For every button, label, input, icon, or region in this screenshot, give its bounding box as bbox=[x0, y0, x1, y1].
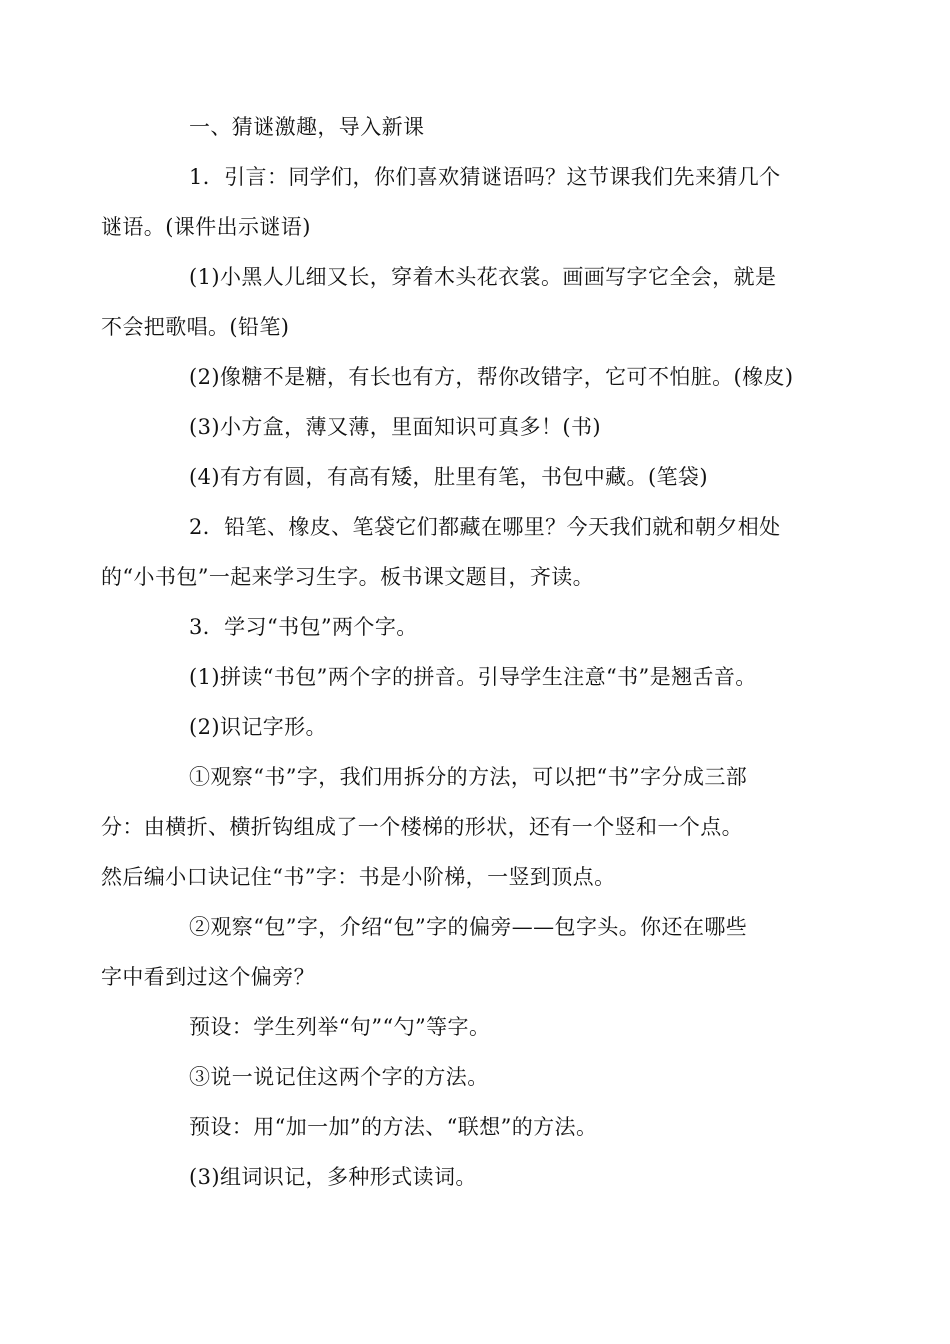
text-line: 预设：学生列举“句”“勺”等字。 bbox=[189, 1015, 491, 1039]
substep-1 bbox=[101, 752, 825, 902]
text-line: 分：由横折、横折钩组成了一个楼梯的形状，还有一个竖和一个点。 bbox=[101, 815, 743, 839]
text-line: 3．学习“书包”两个字。 bbox=[189, 615, 418, 639]
text-line: (2)识记字形。 bbox=[189, 715, 327, 739]
section-heading bbox=[145, 102, 825, 152]
step-2 bbox=[145, 702, 825, 752]
text-line: ①观察“书”字，我们用拆分的方法，可以把“书”字分成三部 bbox=[189, 765, 748, 789]
text-line: (2)像糖不是糖，有长也有方，帮你改错字，它可不怕脏。(橡皮) bbox=[189, 365, 794, 389]
text-line: 的“小书包”一起来学习生字。板书课文题目，齐读。 bbox=[101, 565, 595, 589]
text-line: 不会把歌唱。(铅笔) bbox=[101, 315, 290, 339]
text-line: 谜语。(课件出示谜语) bbox=[101, 215, 311, 239]
text-line: 一、猜谜激趣，导入新课 bbox=[189, 115, 425, 139]
step-3 bbox=[145, 1152, 825, 1202]
text-line: ③说一说记住这两个字的方法。 bbox=[189, 1065, 489, 1089]
paragraph-2 bbox=[101, 502, 825, 602]
text-line: 预设：用“加一加”的方法、“联想”的方法。 bbox=[189, 1115, 598, 1139]
text-line: 1．引言：同学们，你们喜欢猜谜语吗？这节课我们先来猜几个 bbox=[189, 165, 781, 189]
text-line: (3)组词识记，多种形式读词。 bbox=[189, 1165, 477, 1189]
riddle-1 bbox=[101, 252, 825, 352]
preset-2 bbox=[145, 1102, 825, 1152]
riddle-2 bbox=[145, 352, 825, 402]
text-line: 然后编小口诀记住“书”字：书是小阶梯，一竖到顶点。 bbox=[101, 865, 616, 889]
text-line: 字中看到过这个偏旁？ bbox=[101, 965, 315, 989]
text-line: 2．铅笔、橡皮、笔袋它们都藏在哪里？今天我们就和朝夕相处 bbox=[189, 515, 781, 539]
lesson-text bbox=[101, 102, 825, 1202]
text-line: (4)有方有圆，有高有矮，肚里有笔，书包中藏。(笔袋) bbox=[189, 465, 708, 489]
riddle-3 bbox=[145, 402, 825, 452]
paragraph-3 bbox=[145, 602, 825, 652]
substep-2 bbox=[101, 902, 825, 1002]
text-line: (1)小黑人儿细又长，穿着木头花衣裳。画画写字它全会，就是 bbox=[189, 265, 777, 289]
text-line: ②观察“包”字，介绍“包”字的偏旁——包字头。你还在哪些 bbox=[189, 915, 748, 939]
text-line: (3)小方盒，薄又薄，里面知识可真多！(书) bbox=[189, 415, 601, 439]
paragraph-intro bbox=[101, 152, 825, 252]
text-line: (1)拼读“书包”两个字的拼音。引导学生注意“书”是翘舌音。 bbox=[189, 665, 757, 689]
substep-3 bbox=[145, 1052, 825, 1102]
step-1 bbox=[145, 652, 825, 702]
riddle-4 bbox=[145, 452, 825, 502]
preset-1 bbox=[145, 1002, 825, 1052]
